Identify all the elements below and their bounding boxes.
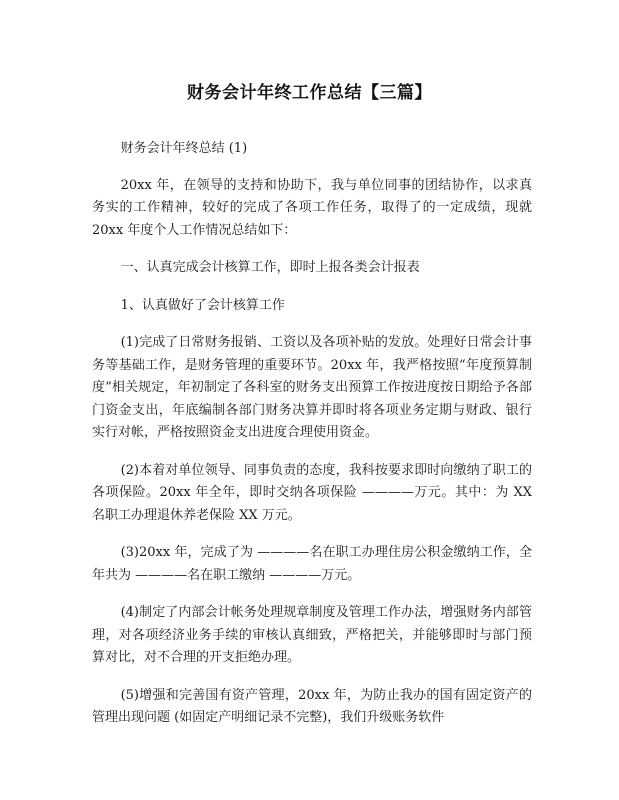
subsection-heading: 一、认真完成会计核算工作，即时上报各类会计报表 [120,260,420,275]
document-title: 财务会计年终工作总结【三篇】 [187,83,432,103]
item-paragraph: (3)20xx 年，完成了为 ————名在职工办理住房公积金缴纳工作，全年共为 ————名在职工缴纳 ————万元。 [92,545,532,583]
item-paragraph: (1)完成了日常财务报销、工资以及各项补贴的发放。处理好日常会计事务等基础工作，是财务管理的重要环节。20xx 年，我严格按照“年度预算制度”相关规定，年初制定了各科室的财务支出预算工作按进度按日期给予各部门资金支出，年底编制各部门财务决算并即时将各项业务定期与财政、银行实行对帐，严格按照资金支出进度合理使用资金。 [92,335,532,440]
section-heading: 财务会计年终总结 (1) [120,141,248,156]
item-paragraph: (5)增强和完善国有资产管理，20xx 年，为防止我办的国有固定资产的管理出现问题 (如固定产明细记录不完整)，我们升级账务软件 [92,687,532,725]
subsection-heading: 1、认真做好了会计核算工作 [120,297,285,313]
intro-paragraph: 20xx 年，在领导的支持和协助下，我与单位同事的团结协作，以求真务实的工作精神，较好的完成了各项工作任务，取得了的一定成绩，现就 20xx 年度个人工作情况总结如下： [92,177,532,238]
item-paragraph: (4)制定了内部会计帐务处理规章制度及管理工作办法，增强财务内部管理，对各项经济业务手续的审核认真细致，严格把关，并能够即时与部门预算对比，对不合理的开支拒绝办理。 [92,605,532,665]
document-body [92,138,532,730]
item-paragraph: (2)本着对单位领导、同事负责的态度，我科按要求即时向缴纳了职工的各项保险。20xx 年全年，即时交纳各项保险 ————万元。其中：为 XX 名职工办理退休养老保险 XX 万元。 [92,462,532,523]
